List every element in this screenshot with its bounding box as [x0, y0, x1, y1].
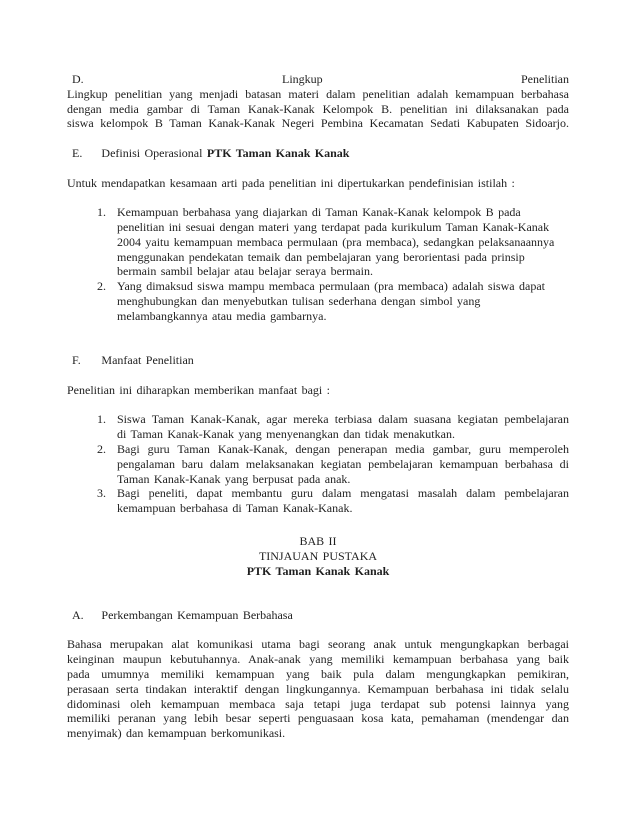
section-e-heading — [67, 146, 569, 161]
text-line: pada umumnya memiliki kemampuan yang baik pula dalam mengungkapkan pemikiran, — [67, 667, 569, 682]
list-item-number: 2. — [97, 441, 106, 456]
list-item-number: 2. — [97, 279, 106, 294]
text-line: Bagi guru Taman Kanak-Kanak, dengan penerapan media gambar, guru memperoleh — [117, 441, 569, 456]
text-line: keinginan maupun kebutuhannya. Anak-anak yang memiliki kemampuan berbahasa yang baik — [67, 652, 569, 667]
section-a-title: Perkembangan Kemampuan Berbahasa — [101, 607, 293, 622]
text-line: menyimak) dan kemampuan berkomunikasi. — [67, 726, 286, 741]
text-line: didominasi oleh kemampuan membaca saja tetapi juga terdapat sub potensi lainnya yang — [67, 696, 569, 711]
text-line: 2004 yaitu kemampuan membaca permulaan (pra membaca), sedangkan pelaksanaannya — [117, 234, 555, 249]
section-d-heading — [67, 72, 569, 87]
section-f-letter: F. — [72, 353, 81, 368]
section-f-heading — [67, 353, 569, 368]
text-line: kemampuan berbahasa di Taman Kanak-Kanak. — [117, 501, 353, 516]
section-a-letter: A. — [72, 607, 84, 622]
list-item-number: 3. — [97, 486, 106, 501]
blank-lines — [67, 324, 569, 354]
list-item-body — [117, 279, 569, 323]
text-line: dengan media gambar di Taman Kanak-Kanak Kelompok B. penelitian ini dilaksanakan pada — [67, 101, 569, 116]
blank-line — [67, 190, 569, 205]
text-line: bermain sambil belajar atau belajar seraya bermain. — [117, 264, 373, 279]
blank-line — [67, 161, 569, 176]
text-line: Bahasa merupakan alat komunikasi utama bagi seorang anak untuk mengungkapkan berbagai — [67, 637, 569, 652]
text-line: Siswa Taman Kanak-Kanak, agar mereka terbiasa dalam suasana kegiatan pembelajaran — [117, 412, 569, 427]
blank-lines — [67, 516, 569, 534]
chapter-title: TINJAUAN PUSTAKA — [258, 548, 378, 563]
section-a-heading — [67, 608, 569, 623]
section-f-intro: Penelitian ini diharapkan memberikan manfaat bagi : — [67, 382, 330, 397]
text-line: melambangkannya atau media gambarnya. — [117, 308, 327, 323]
list-item-body — [117, 412, 569, 442]
section-d-letter: D. — [72, 72, 84, 86]
text-line: Taman Kanak-Kanak yang berpusat pada anak. — [117, 471, 351, 486]
list-item — [67, 205, 569, 279]
text-line: penelitian ini sesuai dengan materi yang terdapat pada kurikulum Taman Kanak-Kanak — [117, 219, 550, 234]
text-line: Kemampuan berbahasa yang diajarkan di Taman Kanak-Kanak kelompok B pada — [117, 205, 521, 220]
text-line: menghubungkan dan menyebutkan tulisan sederhana dengan simbol yang — [117, 293, 481, 308]
section-d-title-word-2: Penelitian — [521, 72, 569, 86]
section-e-letter: E. — [72, 145, 83, 160]
list-item — [67, 279, 569, 323]
section-e-title: Definisi Operasional — [101, 145, 203, 160]
list-item-body — [117, 205, 569, 279]
blank-line — [67, 398, 569, 413]
list-item — [67, 412, 569, 442]
chapter-subtitle: PTK Taman Kanak Kanak — [246, 563, 390, 578]
section-e-title-bold: PTK Taman Kanak Kanak — [206, 145, 350, 160]
list-item-number: 1. — [97, 205, 106, 220]
chapter-number: BAB II — [299, 533, 337, 548]
section-f-title: Manfaat Penelitian — [101, 353, 194, 368]
blank-line — [67, 131, 569, 146]
text-line: Lingkup penelitian yang menjadi batasan materi dalam penelitian adalah kemampuan berbahasa — [67, 86, 569, 101]
text-line: siswa kelompok B Taman Kanak-Kanak Negeri Pembina Kecamatan Sedati Kabupaten Sidoarjo. — [67, 116, 569, 131]
blank-lines — [67, 578, 569, 608]
list-item-number: 1. — [97, 412, 106, 427]
text-line: pengalaman baru dalam melaksanakan kegiatan pembelajaran kemampuan berbahasa di — [117, 456, 569, 471]
blank-line — [67, 623, 569, 638]
section-d-title-word-1: Lingkup — [282, 72, 323, 86]
list-item-body — [117, 442, 569, 486]
list-item — [67, 486, 569, 516]
text-line: menggunakan pendekatan temaik dan pembelajaran yang berorientasi pada prinsip — [117, 249, 525, 264]
section-e-intro: Untuk mendapatkan kesamaan arti pada penelitian ini dipertukarkan pendefinisian istilah : — [67, 175, 515, 190]
list-item — [67, 442, 569, 486]
blank-line — [67, 368, 569, 383]
text-line: memiliki peranan yang lebih besar seperti penguasaan kosa kata, pemahaman (mendengar dan — [67, 711, 569, 726]
text-line: Yang dimaksud siswa mampu membaca permulaan (pra membaca) adalah siswa dapat — [117, 279, 545, 294]
text-line: di Taman Kanak-Kanak yang menyenangkan dan tidak menakutkan. — [117, 427, 455, 442]
list-item-body — [117, 486, 569, 516]
text-line: Bagi peneliti, dapat membantu guru dalam mengatasi masalah dalam pembelajaran — [117, 486, 569, 501]
text-line: perasaan serta tindakan interaktif dengan lingkungannya. Kemampuan berbahasa ini tidak selalu — [67, 681, 569, 696]
